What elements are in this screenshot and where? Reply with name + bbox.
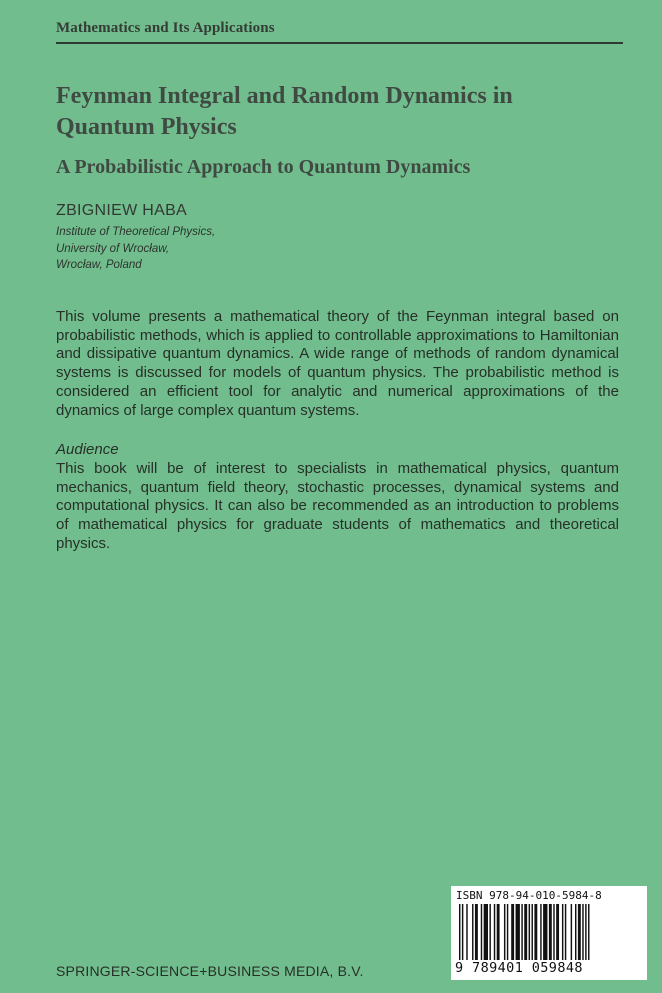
audience-text: This book will be of interest to specialists in mathematical physics, quantum mechanics, quantum field theory, stochastic processes, dynamical systems and computational physics. It can also be recommended as an introduction to problems of mathematical physics for graduate students of mathematics and theoretical physics. — [56, 460, 619, 552]
barcode-bar — [521, 904, 522, 960]
book-title: Feynman Integral and Random Dynamics in Quantum Physics — [56, 83, 513, 140]
affiliation-line: University of Wrocław, — [56, 242, 170, 255]
barcode-bar — [472, 904, 473, 960]
barcode-bar — [475, 904, 478, 960]
barcode-bar — [562, 904, 563, 960]
barcode-bar — [489, 904, 490, 960]
barcode-bar — [571, 904, 572, 960]
barcode-bar — [588, 904, 589, 960]
barcode-bar — [582, 904, 583, 960]
barcode-bar — [462, 904, 463, 960]
audience-heading: Audience — [56, 441, 119, 458]
barcode-bar — [575, 904, 576, 960]
barcode-bar — [494, 904, 495, 960]
barcode-bar — [556, 904, 559, 960]
barcode-bar — [507, 904, 508, 960]
barcode-bar — [466, 904, 467, 960]
affiliation-line: Wrocław, Poland — [56, 259, 142, 271]
barcode-bar — [497, 904, 500, 960]
barcode-bar — [504, 904, 505, 960]
barcode-bar — [540, 904, 541, 960]
barcode-bar — [459, 904, 460, 960]
series-name: Mathematics and Its Applications — [56, 20, 275, 36]
publisher-name: SPRINGER-SCIENCE+BUSINESS MEDIA, B.V. — [56, 963, 364, 979]
affiliation-line: Institute of Theoretical Physics, — [56, 226, 216, 238]
barcode-bar — [543, 904, 547, 960]
header-rule — [56, 42, 623, 44]
barcode-bar — [484, 904, 488, 960]
isbn-label: ISBN 978-94-010-5984-8 — [456, 889, 602, 902]
barcode-bars — [459, 904, 641, 960]
barcode-digits: 9 789401 059848 — [455, 960, 583, 976]
barcode-bar — [553, 904, 554, 960]
barcode-bar — [516, 904, 520, 960]
book-subtitle: A Probabilistic Approach to Quantum Dynamics — [56, 156, 471, 178]
book-description: This volume presents a mathematical theory of the Feynman integral based on probabilistic methods, which is applied to controllable approximations to Hamiltonian and dissipative quantum dynamics. A wide range of methods of random dynamical systems is discussed for models of quantum physics. The probabilistic method is considered an efficient tool for analytic and numerical approximations of the dynamics of large complex quantum systems. — [56, 308, 619, 419]
author-affiliation — [56, 224, 215, 274]
barcode-bar — [565, 904, 566, 960]
barcode-bar — [578, 904, 581, 960]
barcode-bar — [529, 904, 530, 960]
author-name: ZBIGNIEW HABA — [56, 202, 188, 219]
barcode-bar — [524, 904, 527, 960]
barcode-bar — [549, 904, 552, 960]
isbn-barcode — [451, 886, 647, 980]
barcode-bar — [585, 904, 586, 960]
barcode-bar — [534, 904, 537, 960]
barcode-bar — [511, 904, 514, 960]
barcode-bar — [532, 904, 533, 960]
barcode-bar — [481, 904, 482, 960]
